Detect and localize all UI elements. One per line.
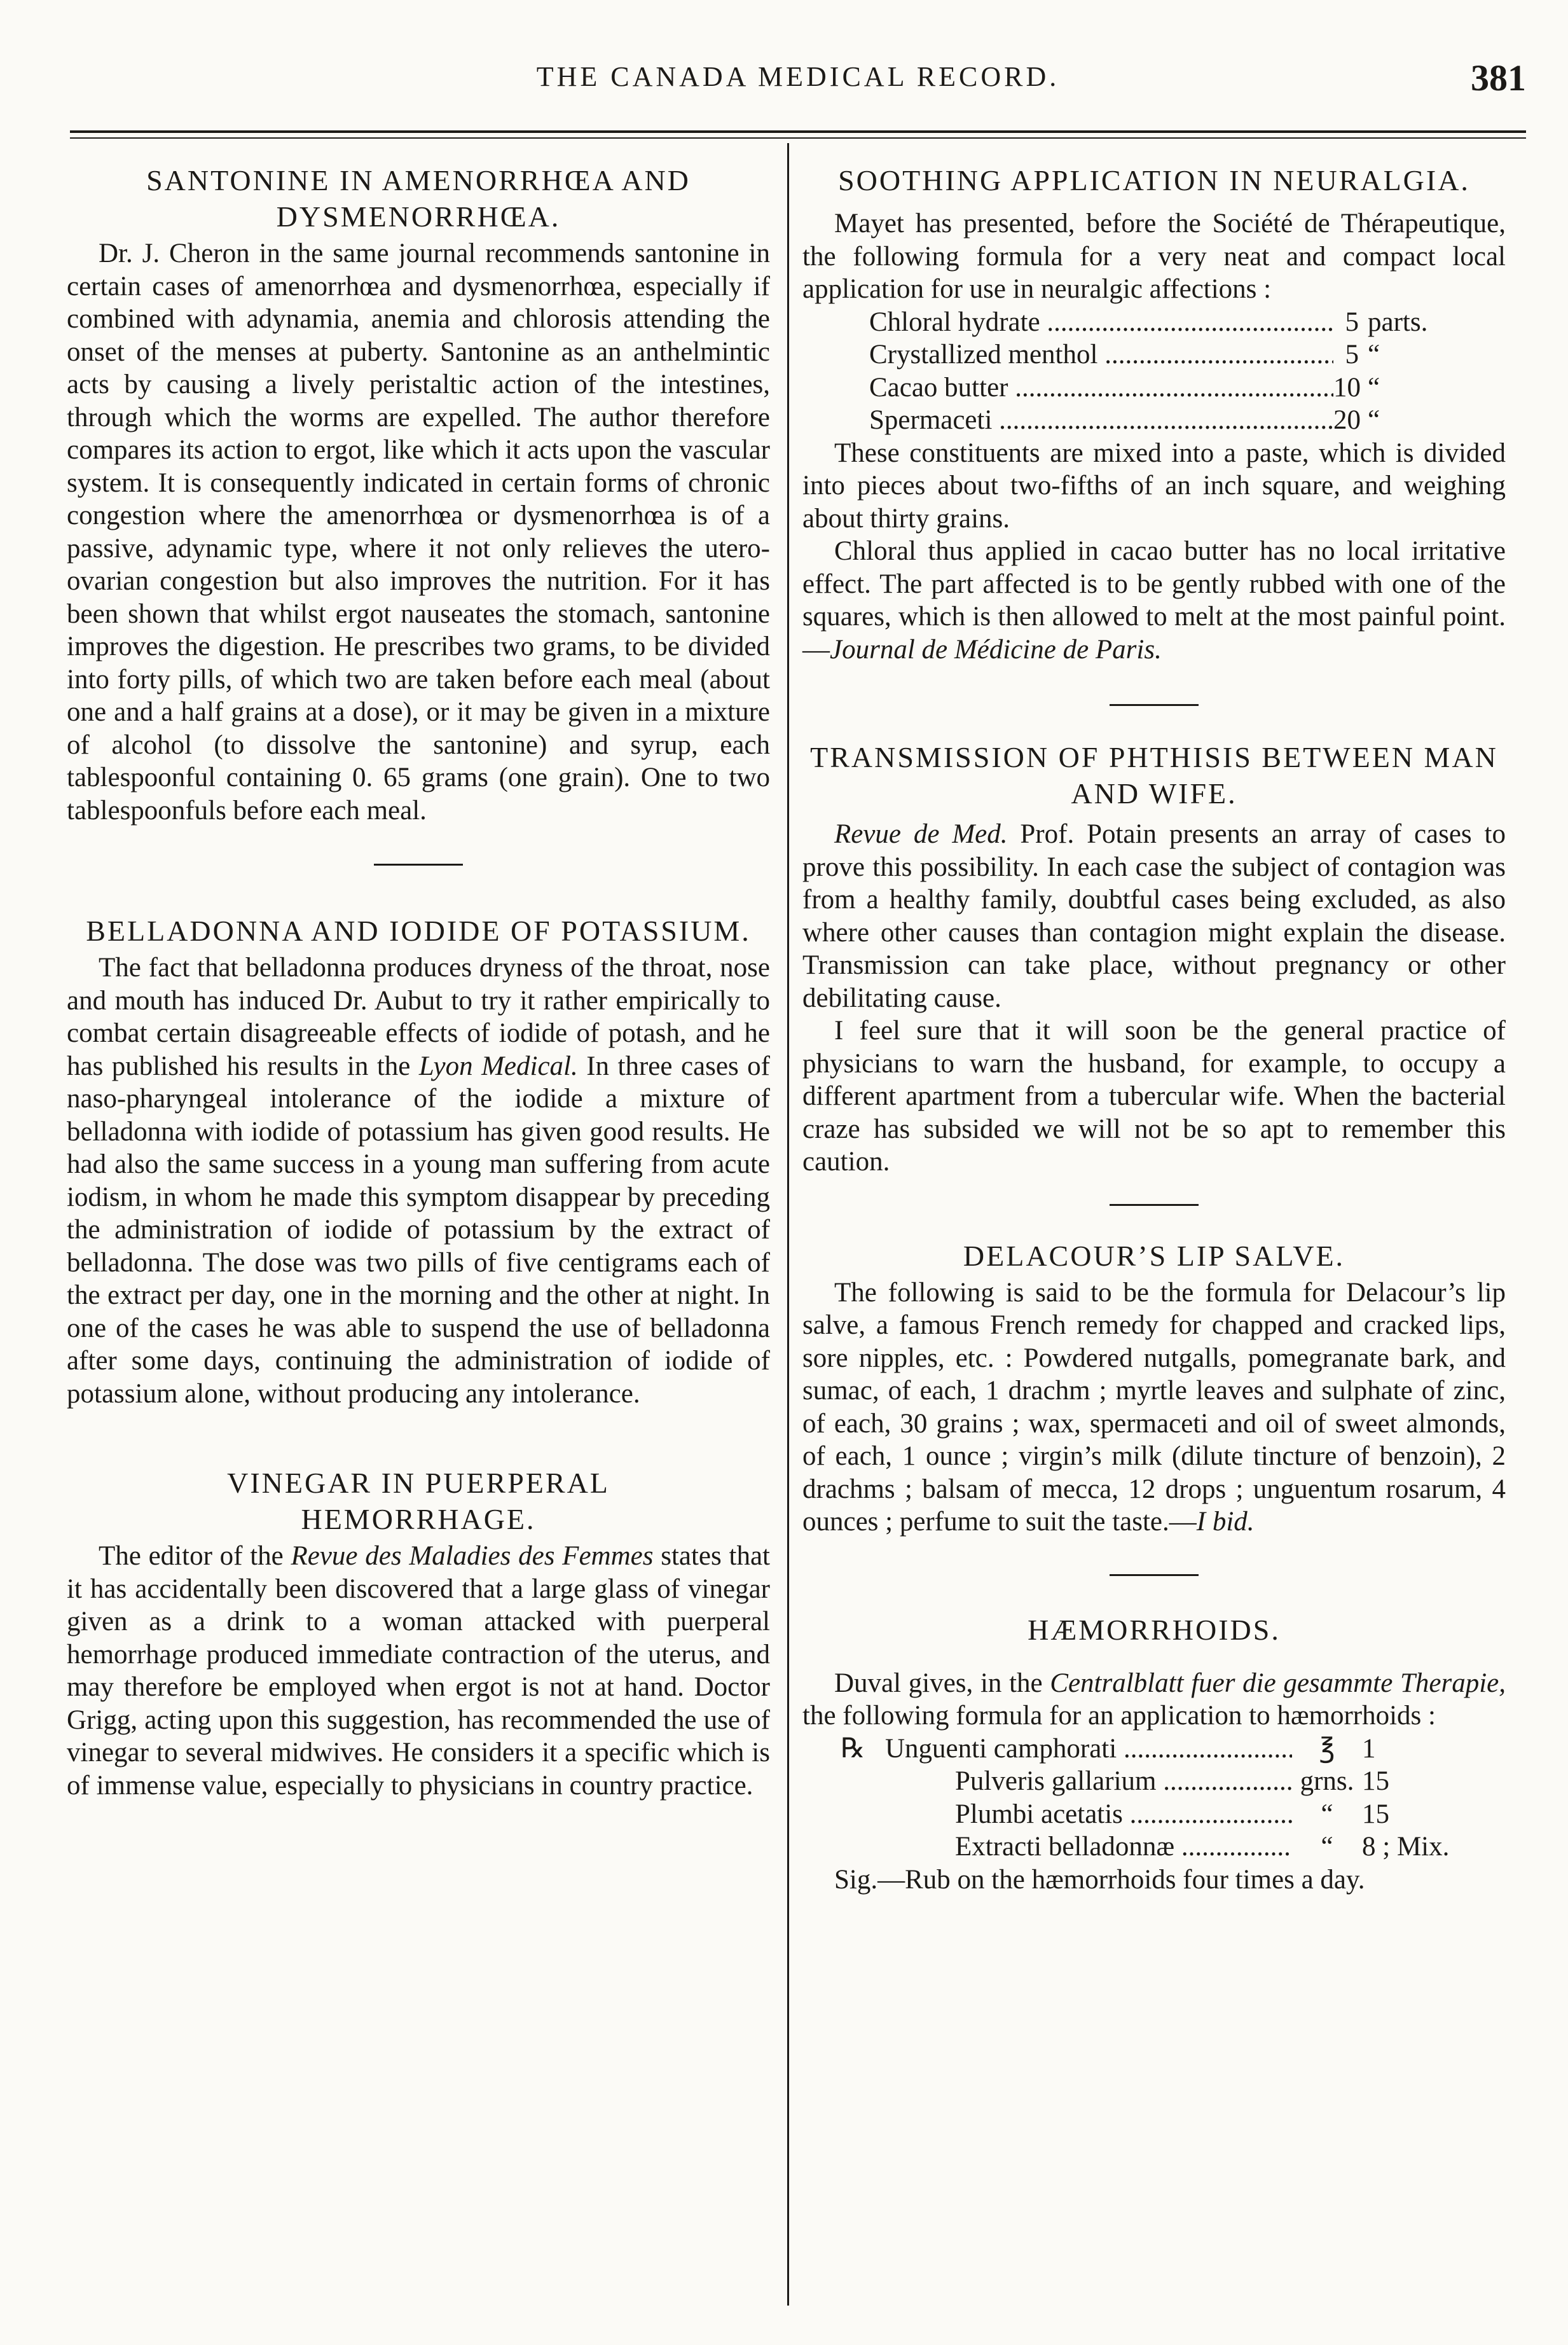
ingredient-unit: “: [1368, 405, 1380, 435]
ingredient-qty: 15: [1362, 1799, 1389, 1829]
ingredient-unit: ℥: [1319, 1733, 1335, 1764]
recipe-symbol: ℞: [841, 1733, 865, 1764]
article-body: Dr. J. Cheron in the same journal recommends santonine in certain cases of amenorrhœa and dysmenorrhœa, especially if combined with adynamia, anemia and chlorosis attending the onset of the menses at puberty. Santonine as an anthelmintic acts by causing a lively peristaltic action of the intestines, through which the worms are expelled. The author therefore compares its action to ergot, like which it acts upon the vascular system. It is consequently indicated in certain forms of chronic congestion where the amenorrhœa or dysmenorrhœa is of a passive, adynamic type, where it not only relieves the utero-ovarian congestion but also improves the nutrition. For it has been shown that whilst ergot nauseates the stomach, santonine improves the digestion. He prescribes two grams, to be divided into forty pills, of which two are taken before each meal (about one and a half grains at a dose), or it may be given in a mixture of alcohol (to dissolve the santonine) and syrup, each tablespoonful containing 0. 65 grams (one grain). One to two tablespoonfuls before each meal.: [67, 239, 770, 826]
formula-row: [869, 404, 1506, 437]
ingredient-qty: 15: [1362, 1766, 1389, 1796]
article-lip-salve: [802, 1238, 1506, 1539]
article-heading: SOOTHING APPLICATION IN NEURALGIA.: [838, 164, 1470, 197]
body-text: states that it has accidentally been discovered that a large glass of vinegar given as a drink to a woman attacked with puerperal hemorrhage produced immediate contraction of the uterus, and may therefore be employed when ergot is not at hand. Doctor Grigg, acting upon this suggestion, has recommended the use of vinegar to several midwives. He considers it a specific which is of immense value, especially to physicians in country practice.: [67, 1541, 770, 1801]
ingredient-qty: 1: [1362, 1733, 1376, 1764]
article-belladonna: [67, 913, 770, 1410]
article-heading: TRANSMISSION OF PHTHISIS BETWEEN MAN AND WIFE.: [810, 741, 1498, 810]
formula-row: [869, 338, 1506, 371]
right-column: [802, 162, 1506, 1896]
ingredient-name: Cacao butter .....: [869, 371, 1333, 405]
formula-row: [869, 306, 1506, 339]
header-rule-thin: [70, 137, 1526, 139]
article-santonine: [67, 162, 770, 827]
body-text: The editor of the: [99, 1541, 291, 1571]
article-haemorrhoids: [802, 1612, 1506, 1897]
recipe-symbol: [841, 1765, 885, 1798]
body-text: The following is said to be the formula for Delacour’s lip salve, a famous French remedy for chapped and cracked lips, sore nipples, etc. : Powdered nutgalls, pomegranate bark, and sumac, of each, 1 drachm ; myrtle leaves and sulphate of zinc, of each, 30 grains ; wax, spermaceti and oil of sweet almonds, of each, 1 ounce ; virgin’s milk (dilute tincture of benzoin), 2 drachms ; balsam of mecca, 12 drops ; unguentum rosarum, 4 ounces ; perfume to suit the taste.—: [802, 1277, 1506, 1537]
source-citation: Journal de Médicine de Paris.: [830, 634, 1162, 665]
column-divider: [787, 143, 789, 2306]
article-heading: BELLADONNA AND IODIDE OF POTASSIUM.: [86, 915, 751, 947]
body-text: In three cases of naso-pharyngeal intolerance of the iodide a mixture of belladonna with iodide of potassium has given good results. He had also the same success in a young man suffering from acute iodism, in whom he made this symptom disappear by preceding the administration of iodide of potassium by the extract of belladonna. The dose was two pills of five centigrams each of the extract per day, one in the morning and the other at night. In one of the cases he was able to suspend the use of belladonna after some days, continuing the administration of iodide of potassium alone, without producing any intolerance.: [67, 1051, 770, 1409]
article-vinegar: [67, 1465, 770, 1802]
article-body: [802, 535, 1506, 666]
prescription-table: [841, 1733, 1506, 1864]
ingredient-name: Pulveris gallarium .....: [885, 1765, 1292, 1798]
body-text: Duval gives, in the: [834, 1668, 1050, 1698]
ingredient-qty: 5: [1345, 340, 1359, 370]
article-soothing-application: [802, 162, 1506, 666]
article-body: These constituents are mixed into a paste, which is divided into pieces about two-fifths of an inch square, and weighing about thirty grains.: [802, 438, 1506, 534]
running-title: THE CANADA MEDICAL RECORD.: [536, 61, 1060, 92]
journal-title: Lyon Medical.: [418, 1051, 578, 1081]
ingredient-unit: parts.: [1368, 307, 1428, 337]
recipe-symbol: [841, 1798, 885, 1831]
article-body: [67, 1540, 770, 1802]
ingredient-unit: “: [1368, 340, 1380, 370]
section-separator: [1110, 704, 1199, 706]
article-body: [802, 1276, 1506, 1539]
article-phthisis: [802, 739, 1506, 1179]
ingredient-name: Plumbi acetatis .....: [885, 1798, 1292, 1831]
article-body: Sig.—Rub on the hæmorrhoids four times a day.: [834, 1864, 1365, 1895]
ingredient-qty: 20: [1333, 405, 1361, 435]
ingredient-unit: “: [1368, 372, 1380, 403]
body-text: Prof. Potain presents an array of cases to prove this possibility. In each case the subject of contagion was from a healthy family, doubtful cases being excluded, as also where other causes than contagion might explain the disease. Transmission can take place, without pregnancy or other debilitating cause.: [802, 819, 1506, 1013]
ingredient-unit: grns.: [1300, 1766, 1354, 1796]
ingredient-unit: “: [1321, 1799, 1333, 1829]
ingredient-qty: 10: [1333, 372, 1361, 403]
section-separator: [374, 864, 463, 866]
article-heading: VINEGAR IN PUERPERAL HEMORRHAGE.: [227, 1467, 610, 1535]
article-body: I feel sure that it will soon be the general practice of physicians to warn the husband, for example, to occupy a different apartment from a tubercular wife. When the bacterial craze has subsided we will not be so apt to remember this caution.: [802, 1016, 1506, 1177]
ingredient-name: Extracti belladonnæ .....: [885, 1830, 1292, 1864]
prescription-row: [841, 1798, 1506, 1831]
article-heading: DELACOUR’S LIP SALVE.: [963, 1239, 1345, 1272]
ingredient-unit: “: [1321, 1832, 1333, 1862]
ingredient-qty: 5: [1345, 307, 1359, 337]
article-heading: SANTONINE IN AMENORRHŒA AND DYSMENORRHŒA.: [146, 164, 691, 233]
source-citation: Revue de Med.: [834, 819, 1008, 849]
section-separator: [1110, 1204, 1199, 1206]
prescription-row: [841, 1733, 1506, 1766]
body-text: The fact that belladonna produces dryness of the throat, nose and mouth has induced Dr. Aubut to try it rather empirically to combat certain disagreeable effects of iodide of potash, and he has published his results in the: [67, 953, 770, 1081]
formula-row: [869, 371, 1506, 405]
body-text: Chloral thus applied in cacao butter has no local irritative effect. The part affected is to be gently rubbed with one of the squares, which is then allowed to melt at the most painful point.—: [802, 536, 1506, 665]
section-separator: [1110, 1574, 1199, 1576]
recipe-symbol: [841, 1830, 885, 1864]
source-citation: I bid.: [1196, 1507, 1255, 1537]
article-body: [802, 1667, 1506, 1733]
article-heading: HÆMORRHOIDS.: [1028, 1613, 1281, 1646]
ingredient-name: Chloral hydrate .....: [869, 306, 1333, 339]
ingredient-name: Unguenti camphorati .....: [885, 1733, 1292, 1766]
article-body: [67, 951, 770, 1410]
formula-table: [869, 306, 1506, 437]
prescription-row: [841, 1765, 1506, 1798]
article-body: [802, 818, 1506, 1014]
left-column: [67, 162, 770, 1802]
ingredient-name: Crystallized menthol .....: [869, 338, 1333, 371]
journal-title: Revue des Maladies des Femmes: [291, 1541, 654, 1571]
body-text: the following formula for an application to hæmorrhoids :: [802, 1701, 1436, 1731]
ingredient-qty: 8 ; Mix.: [1362, 1832, 1450, 1862]
journal-title: Centralblatt fuer die gesammte Therapie,: [1050, 1668, 1506, 1698]
page-number: 381: [1471, 57, 1526, 99]
ingredient-name: Spermaceti .....: [869, 404, 1333, 437]
header-rule: [70, 130, 1526, 133]
article-body: Mayet has presented, before the Société de Thérapeutique, the following formula for a very neat and compact local application for use in neuralgic affections :: [802, 209, 1506, 304]
prescription-row: [841, 1830, 1506, 1864]
page-header: [70, 57, 1526, 111]
section-gap: [67, 1410, 770, 1465]
